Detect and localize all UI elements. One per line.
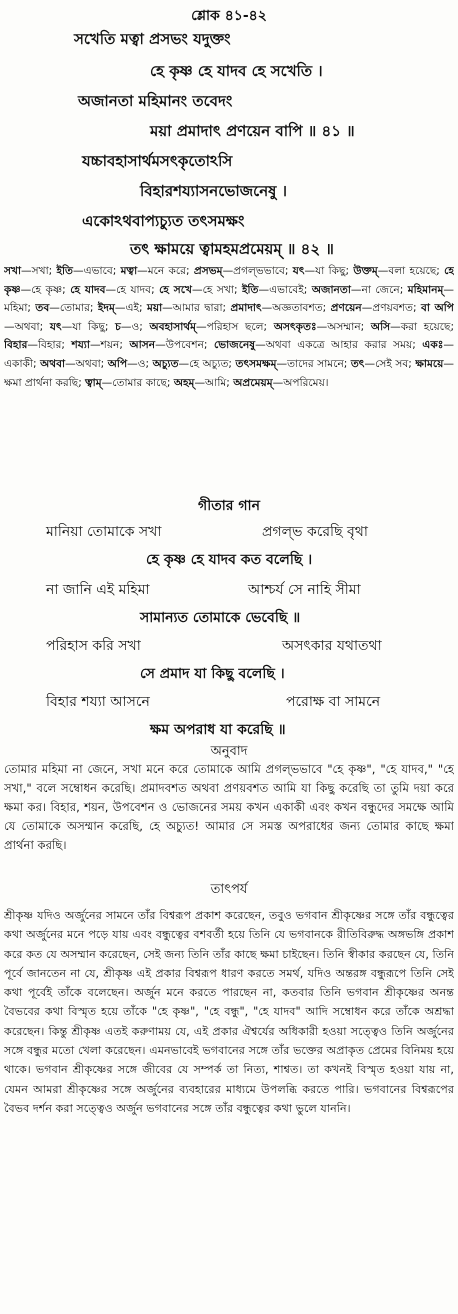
wfw-term: অপি [107, 357, 128, 370]
wfw-meaning: হে সখা; [202, 283, 242, 296]
wfw-term: তব [35, 302, 50, 315]
wfw-term: ইতি [242, 283, 259, 296]
wfw-meaning: হে অচ্যুত; [189, 357, 236, 370]
translation-text: তোমার মহিমা না জেনে, সখা মনে করে তোমাকে আমি প্রগল্‌ভভাবে "হে কৃষ্ণ", "হে যাদব," "হে সখা," বলে সম্বোধন করেছি। প্রমাদবশত অথবা প্রণয়বশত আমি যা কিছু করেছি তা তুমি দয়া করে ক্ষমা কর। বিহার, শয়ন, উপবেশন ও ভোজনের সময় কখন একাকী এবং কখন বন্ধুদের সমক্ষে আমি যে তোমাকে অসম্মান করেছি, হে অচ্যুত! আমার সে সমস্ত অপরাধের জন্য তোমার কাছে ক্ষমা প্রার্থনা করছি। [4, 762, 454, 852]
wfw-meaning: ও; [137, 357, 153, 370]
wfw-meaning: অথবা; [14, 320, 50, 333]
wfw-meaning: এভাবেই; [269, 283, 312, 296]
wfw-term: অচ্যুত [152, 357, 179, 370]
wfw-term: তৎসমক্ষম্ [235, 357, 277, 370]
wfw-meaning: শয়ন; [100, 339, 130, 352]
wfw-meaning: হে কৃষ্ণ; [31, 283, 71, 296]
song-line: মানিয়া তোমাকে সখা [46, 524, 162, 540]
wfw-term: উক্তম্ [353, 265, 378, 277]
wfw-meaning: অজ্ঞতাবশত; [272, 302, 331, 315]
wfw-meaning: অথবা একত্রে আহার করার সময়; [265, 339, 423, 352]
wfw-meaning: অথবা; [75, 357, 108, 370]
wfw-term: ত্বাম্ [85, 376, 102, 389]
wfw-meaning: তাদের সামনে; [287, 357, 351, 370]
wfw-term: প্রসভম্ [193, 265, 223, 277]
wfw-term: অসৎকৃতঃ [273, 320, 317, 333]
wfw-term: বিহার [4, 339, 28, 352]
wfw-meaning: হে যাদব; [116, 283, 160, 296]
wfw-meaning: প্রণয়বশত; [372, 302, 421, 315]
wfw-meaning: যা কিছু; [315, 265, 354, 277]
wfw-meaning: আমি; [205, 376, 234, 389]
wfw-term: যৎ [49, 320, 62, 333]
wfw-meaning: ক্ষমা প্রার্থনা করছি; [4, 376, 86, 389]
purport-title: তাৎপর্য [210, 882, 248, 897]
wfw-term: ইতি [56, 265, 74, 277]
wfw-meaning: আমার দ্বারা; [172, 302, 231, 315]
wfw-term: তৎ [350, 357, 365, 370]
wfw-term: হে কৃষ্ণ [4, 265, 454, 296]
song-title: গীতার গান [198, 498, 260, 514]
song-line: সামান্যত তোমাকে ভেবেছি ॥ [140, 610, 301, 626]
wfw-term: অপ্রমেয়ম্ [233, 376, 273, 389]
wfw-meaning: পরিহাস ছলে; [206, 320, 274, 333]
wfw-term: চ [115, 320, 121, 333]
wfw-meaning: অপরিমেয়। [283, 376, 329, 389]
translation-title: অনুবাদ [210, 744, 248, 759]
wfw-meaning: অসম্মান; [327, 320, 371, 333]
wfw-meaning: তোমার; [59, 302, 98, 315]
wfw-term: ক্ষাময়ে [415, 357, 444, 370]
wfw-term: মহিমানম্ [407, 283, 444, 296]
wfw-term: অহম্ [173, 376, 195, 389]
song-line: হে কৃষ্ণ হে যাদব কত বলেছি । [146, 552, 313, 568]
wfw-term: প্রমাদাৎ [230, 302, 262, 315]
purport-text: শ্রীকৃষ্ণ যদিও অর্জুনের সামনে তাঁর বিশ্বরূপ প্রকাশ করেছেন, তবুও ভগবান শ্রীকৃষ্ণের সঙ্গে তাঁর বন্ধুত্বের কথা অর্জুনের মনে পড়ে যায় এবং বন্ধুত্বের বশবর্তী হয়ে তিনি যে ভগবানকে রীতিবিরুদ্ধ অঙ্গভঙ্গি প্রকাশ করে কত যে অসম্মান করেছেন, সেই জন্য তিনি তাঁর কাছে ক্ষমা চাইছেন। তিনি স্বীকার করছেন যে, তিনি পূর্বে জানতেন না যে, শ্রীকৃষ্ণ এই প্রকার বিশ্বরূপ ধারণ করতে সমর্থ, যদিও অন্তরঙ্গ বন্ধুরূপে তিনি সেই কথা পূর্বেই তাঁকে বলেছেন। অর্জুন মনে করতে পারছেন না, কতবার তিনি ভগবান শ্রীকৃষ্ণের অনন্ত বৈভবের কথা বিস্মৃত হয়ে তাঁকে "হে কৃষ্ণ", "হে বন্ধু", "হে যাদব" আদি সম্বোধন করে তাঁকে অশ্রদ্ধা করেছেন। কিন্তু শ্রীকৃষ্ণ এতই করুণাময় যে, এই প্রকার ঐশ্বর্যের অধিকারী হওয়া সত্ত্বেও তিনি অর্জুনের সঙ্গে বন্ধুর মতো খেলা করেছেন। এমনভাবেই ভগবানের সঙ্গে তাঁর ভক্তের অপ্রাকৃত প্রেমের বিনিময় হয়ে থাকে। ভগবান শ্রীকৃষ্ণের সঙ্গে জীবের যে সম্পর্ক তা নিত্য, শাশ্বত। তা কখনই বিস্মৃত হওয়া যায় না, যেমন আমরা শ্রীকৃষ্ণের সঙ্গে অর্জুনের ব্যবহারের মাধ্যমে উপলব্ধি করতে পারি। ভগবানের বিশ্বরূপের বৈভব দর্শন করা সত্ত্বেও অর্জুন ভগবানের সঙ্গে তাঁর বন্ধুত্বের কথা ভুলে যাননি। [4, 909, 454, 1115]
wfw-meaning: বিহার; [38, 339, 72, 352]
wfw-term: হে যাদব [70, 283, 106, 296]
song-line: আশ্চর্য সে নাহি সীমা [248, 582, 361, 598]
wfw-meaning: উপবেশন; [165, 339, 214, 352]
verse-line: সখেতি মত্বা প্রসভং যদুক্তং [74, 30, 231, 48]
wfw-meaning: এই; [125, 302, 147, 315]
wfw-term: মত্বা [120, 265, 138, 277]
wfw-term: অসি [370, 320, 391, 333]
verse-title: শ্লোক ৪১-৪২ [191, 8, 267, 24]
song-line: না জানি এই মহিমা [46, 582, 150, 598]
wfw-term: ভোজনেষু [213, 339, 256, 352]
wfw-term: আসন [129, 339, 156, 352]
wfw-meaning: না জেনে; [361, 283, 408, 296]
song-line: পরোক্ষ বা সামনে [286, 694, 381, 710]
song-line: প্রগল্‌ভ করেছি বৃথা [262, 524, 368, 540]
wfw-term: অবহাসার্থম্ [149, 320, 197, 333]
wfw-term: অথবা [40, 357, 66, 370]
wfw-term: অজানতা [311, 283, 351, 296]
song-line: পরিহাস করি সখা [46, 638, 141, 654]
verse-line: একোঽথবাপ্যচ্যুত তৎসমক্ষং [82, 212, 245, 230]
song-line: সে প্রমাদ যা কিছু বলেছি । [140, 666, 285, 682]
verse-line: অজানতা মহিমানং তবেদং [78, 92, 233, 110]
song-line: ক্ষম অপরাধ যা করেছি ॥ [150, 722, 286, 738]
wfw-term: বা অপি [420, 302, 454, 315]
wfw-meaning: করা হয়েছে; [400, 320, 454, 333]
wfw-meaning: বলা হয়েছে; [388, 265, 445, 277]
wfw-meaning: সখা; [31, 265, 57, 277]
verse-line: হে কৃষ্ণ হে যাদব হে সখেতি । [150, 62, 323, 80]
wfw-meaning: সেই সব; [375, 357, 416, 370]
wfw-term: সখা [4, 265, 22, 277]
wfw-meaning: প্রগল্‌ভভাবে; [233, 265, 293, 277]
verse-line: ময়া প্রমাদাৎ প্রণয়েন বাপি ॥ ৪১ ॥ [150, 122, 355, 140]
wfw-meaning: একাকী; [4, 357, 41, 370]
verse-line: বিহারশয্যাসনভোজনেষু । [140, 182, 288, 200]
wfw-term: ময়া [146, 302, 163, 315]
wfw-term: যৎ [292, 265, 305, 277]
wfw-term: একঃ [422, 339, 444, 352]
song-line: অসৎকার যথাতথা [282, 638, 382, 654]
word-for-word-text: সখা—সখা; ইতি—এভাবে; মত্বা—মনে করে; প্রসভম্—প্রগল্‌ভভাবে; যৎ—যা কিছু; উক্তম্—বলা হয়েছে; হে কৃষ্ণ—হে কৃষ্ণ; হে যাদব—হে যাদব; হে সখে—হে সখা; ইতি—এভাবেই; অজানতা—না জেনে; মহিমানম্—মহিমা; তব—তোমার; ইদম্—এই; ময়া—আমার দ্বারা; প্রমাদাৎ—অজ্ঞতাবশত; প্রণয়েন—প্রণয়বশত; বা অপি—অথবা; যৎ—যা কিছু; চ—ও; অবহাসার্থম্—পরিহাস ছলে; অসৎকৃতঃ—অসম্মান; অসি—করা হয়েছে; বিহার—বিহার; শয্যা—শয়ন; আসন—উপবেশন; ভোজনেষু—অথবা একত্রে আহার করার সময়; একঃ—একাকী; অথবা—অথবা; অপি—ও; অচ্যুত—হে অচ্যুত; তৎসমক্ষম্—তাদের সামনে; তৎ—সেই সব; ক্ষাময়ে—ক্ষমা প্রার্থনা করছি; ত্বাম্—তোমার কাছে; অহম্—আমি; অপ্রমেয়ম্—অপরিমেয়। [4, 265, 454, 389]
wfw-meaning: তোমার কাছে; [112, 376, 174, 389]
wfw-meaning: মনে করে; [147, 265, 194, 277]
song-line: বিহার শয্যা আসনে [46, 694, 150, 710]
wfw-term: প্রণয়েন [330, 302, 362, 315]
wfw-term: ইদম্ [97, 302, 115, 315]
wfw-term: হে সখে [159, 283, 192, 296]
wfw-meaning: যা কিছু; [72, 320, 116, 333]
wfw-meaning: মহিমা; [4, 302, 36, 315]
wfw-meaning: এভাবে; [83, 265, 121, 277]
wfw-term: শয্যা [71, 339, 90, 352]
wfw-meaning: ও; [131, 320, 150, 333]
verse-line: তৎ ক্ষাময়ে ত্বামহমপ্রমেয়ম্ ॥ ৪২ ॥ [130, 240, 334, 258]
verse-line: যচ্চাবহাসার্থমসৎকৃতোঽসি [82, 152, 233, 170]
